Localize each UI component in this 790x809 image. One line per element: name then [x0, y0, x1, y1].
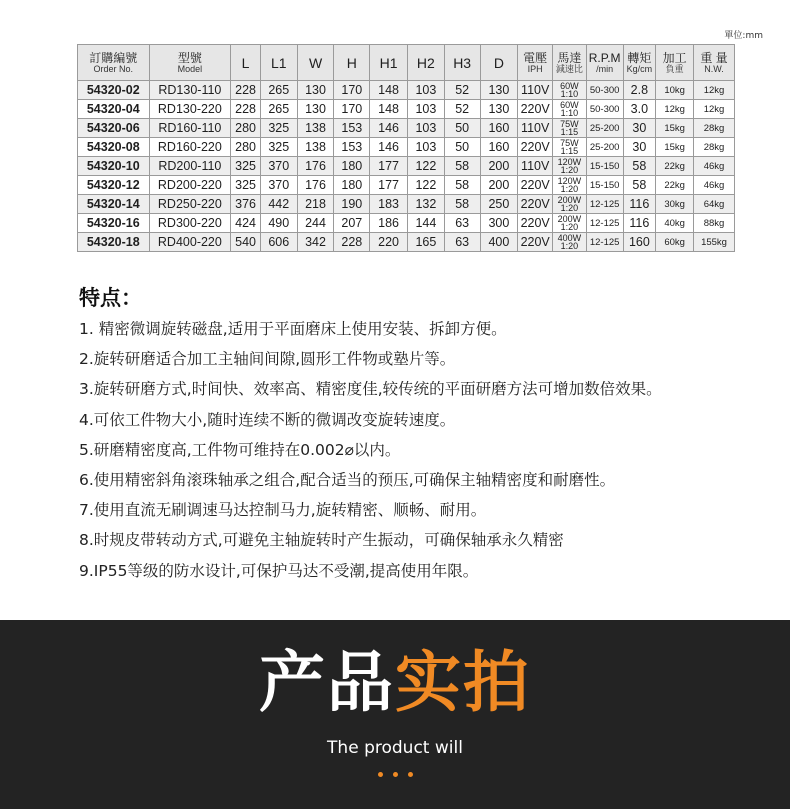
- cell-torque: 58: [623, 157, 656, 176]
- cell-torque: 160: [623, 233, 656, 252]
- cell-l: 228: [231, 81, 261, 100]
- cell-voltage: 110V: [518, 119, 553, 138]
- feature-item: 6.使用精密斜角滚珠轴承之组合,配合适当的预压,可确保主轴精密度和耐磨性。: [79, 470, 616, 489]
- banner-title-orange: 实拍: [395, 644, 531, 721]
- motor-ratio-value: 1:20: [560, 241, 579, 251]
- cell-model: RD160-110: [149, 119, 231, 138]
- cell-voltage: 110V: [518, 157, 553, 176]
- cell-voltage: 220V: [518, 138, 553, 157]
- cell-h: 228: [334, 233, 370, 252]
- cell-nw: 64kg: [694, 195, 735, 214]
- cell-h3: 50: [444, 138, 480, 157]
- feature-item: 2.旋转研磨适合加工主轴间间隙,圆形工件物或塾片等。: [79, 350, 456, 369]
- column-header-sublabel: N.W.: [704, 63, 724, 74]
- cell-h2: 132: [407, 195, 444, 214]
- table-row: [78, 81, 735, 100]
- cell-d: 160: [480, 138, 518, 157]
- cell-h3: 58: [444, 195, 480, 214]
- cell-w: 342: [297, 233, 334, 252]
- motor-ratio-value: 1:10: [560, 89, 579, 99]
- motor-cell: [553, 119, 587, 138]
- motor-cell: [553, 100, 587, 119]
- column-header-label: H2: [416, 54, 435, 71]
- cell-w: 244: [297, 214, 334, 233]
- cell-nw: 28kg: [694, 119, 735, 138]
- banner-title: [0, 643, 790, 723]
- cell-load: 22kg: [656, 157, 694, 176]
- cell-l1: 370: [260, 176, 297, 195]
- cell-w: 138: [297, 119, 334, 138]
- cell-d: 200: [480, 176, 518, 195]
- cell-load: 15kg: [656, 138, 694, 157]
- cell-h2: 165: [407, 233, 444, 252]
- column-header-sublabel: Kg/cm: [626, 63, 653, 74]
- column-header: [480, 45, 518, 81]
- cell-h1: 183: [370, 195, 408, 214]
- cell-torque: 3.0: [623, 100, 656, 119]
- cell-nw: 46kg: [694, 157, 735, 176]
- cell-nw: 155kg: [694, 233, 735, 252]
- cell-model: RD250-220: [149, 195, 231, 214]
- feature-item: 8.时规皮带转动方式,可避免主轴旋转时产生振动，可确保轴承永久精密: [79, 531, 564, 550]
- motor-power-value: 60W: [560, 100, 579, 110]
- cell-voltage: 220V: [518, 176, 553, 195]
- column-header-sublabel: Order No.: [93, 63, 134, 74]
- cell-l1: 265: [260, 81, 297, 100]
- motor-cell: [553, 157, 587, 176]
- column-header: [231, 45, 261, 81]
- spec-table: [77, 44, 735, 252]
- cell-order: 54320-18: [78, 233, 150, 252]
- cell-h: 170: [334, 81, 370, 100]
- dot-icon: [408, 772, 413, 777]
- cell-voltage: 220V: [518, 195, 553, 214]
- motor-cell: [553, 81, 587, 100]
- cell-h2: 144: [407, 214, 444, 233]
- column-header-sublabel: IPH: [527, 63, 543, 74]
- motor-ratio-value: 1:15: [560, 127, 579, 137]
- cell-l: 325: [231, 176, 261, 195]
- motor-ratio-value: 1:20: [560, 165, 579, 175]
- column-header: [656, 45, 694, 81]
- cell-w: 176: [297, 176, 334, 195]
- column-header: [370, 45, 408, 81]
- banner-title-white: 产品: [259, 644, 395, 721]
- motor-ratio-value: 1:15: [560, 146, 579, 156]
- column-header-label: D: [493, 54, 504, 71]
- motor-ratio-value: 1:10: [560, 108, 579, 118]
- cell-torque: 30: [623, 138, 656, 157]
- feature-item: 7.使用直流无刷调速马达控制马力,旋转精密、顺畅、耐用。: [79, 501, 487, 520]
- cell-h3: 63: [444, 214, 480, 233]
- cell-h: 207: [334, 214, 370, 233]
- column-header: [260, 45, 297, 81]
- cell-l: 280: [231, 119, 261, 138]
- cell-torque: 58: [623, 176, 656, 195]
- cell-order: 54320-10: [78, 157, 150, 176]
- features-title: 特点：: [79, 286, 142, 310]
- cell-l1: 442: [260, 195, 297, 214]
- cell-order: 54320-06: [78, 119, 150, 138]
- cell-model: RD200-110: [149, 157, 231, 176]
- motor-power-value: 60W: [560, 81, 579, 91]
- table-row: [78, 138, 735, 157]
- cell-h2: 103: [407, 119, 444, 138]
- column-header-label: L: [241, 54, 250, 71]
- column-header-label: R.P.M: [588, 50, 621, 65]
- cell-h2: 122: [407, 157, 444, 176]
- column-header: [334, 45, 370, 81]
- motor-power-value: 200W: [557, 195, 582, 205]
- cell-rpm: 50-300: [586, 100, 623, 119]
- column-header: [149, 45, 231, 81]
- cell-h3: 63: [444, 233, 480, 252]
- dot-icon: [378, 772, 383, 777]
- column-header-label: 型號: [177, 50, 202, 65]
- cell-rpm: 15-150: [586, 176, 623, 195]
- cell-load: 40kg: [656, 214, 694, 233]
- spec-table-body: [78, 81, 735, 252]
- cell-torque: 116: [623, 195, 656, 214]
- cell-load: 22kg: [656, 176, 694, 195]
- cell-l1: 325: [260, 138, 297, 157]
- motor-cell: [553, 138, 587, 157]
- cell-l: 280: [231, 138, 261, 157]
- column-header-label: 轉矩: [627, 50, 652, 65]
- cell-w: 138: [297, 138, 334, 157]
- cell-torque: 2.8: [623, 81, 656, 100]
- motor-cell: [553, 214, 587, 233]
- cell-l: 325: [231, 157, 261, 176]
- table-row: [78, 214, 735, 233]
- cell-h: 153: [334, 119, 370, 138]
- cell-d: 130: [480, 81, 518, 100]
- cell-h: 170: [334, 100, 370, 119]
- cell-nw: 46kg: [694, 176, 735, 195]
- cell-h: 180: [334, 157, 370, 176]
- feature-item: 5.研磨精密度高,工件物可维持在0.002⌀以内。: [79, 440, 401, 459]
- cell-h: 180: [334, 176, 370, 195]
- cell-h1: 148: [370, 81, 408, 100]
- cell-l1: 606: [260, 233, 297, 252]
- column-header-sublabel: /min: [596, 63, 614, 74]
- dot-icon: [393, 772, 398, 777]
- cell-rpm: 25-200: [586, 138, 623, 157]
- motor-ratio-value: 1:20: [560, 184, 579, 194]
- cell-h: 190: [334, 195, 370, 214]
- column-header-sublabel: 減速比: [555, 63, 583, 74]
- cell-h3: 58: [444, 157, 480, 176]
- cell-h1: 146: [370, 119, 408, 138]
- column-header-label: 重 量: [700, 50, 728, 65]
- cell-load: 60kg: [656, 233, 694, 252]
- cell-model: RD130-110: [149, 81, 231, 100]
- cell-l: 424: [231, 214, 261, 233]
- motor-cell: [553, 195, 587, 214]
- motor-cell: [553, 233, 587, 252]
- column-header-label: 馬達: [557, 50, 582, 65]
- cell-nw: 12kg: [694, 81, 735, 100]
- cell-h1: 186: [370, 214, 408, 233]
- cell-rpm: 12-125: [586, 233, 623, 252]
- cell-nw: 12kg: [694, 100, 735, 119]
- cell-h1: 220: [370, 233, 408, 252]
- cell-l1: 370: [260, 157, 297, 176]
- cell-d: 300: [480, 214, 518, 233]
- cell-order: 54320-16: [78, 214, 150, 233]
- cell-model: RD300-220: [149, 214, 231, 233]
- cell-h1: 146: [370, 138, 408, 157]
- cell-h3: 52: [444, 81, 480, 100]
- cell-model: RD400-220: [149, 233, 231, 252]
- column-header-label: H3: [453, 54, 472, 71]
- table-row: [78, 100, 735, 119]
- cell-model: RD160-220: [149, 138, 231, 157]
- cell-h2: 122: [407, 176, 444, 195]
- spec-table-header: [78, 45, 735, 81]
- cell-w: 130: [297, 81, 334, 100]
- cell-l1: 490: [260, 214, 297, 233]
- cell-d: 200: [480, 157, 518, 176]
- cell-rpm: 12-125: [586, 214, 623, 233]
- motor-power-value: 400W: [557, 233, 582, 243]
- cell-h3: 50: [444, 119, 480, 138]
- cell-w: 218: [297, 195, 334, 214]
- column-header: [297, 45, 334, 81]
- banner-subtitle: The product will: [327, 738, 463, 758]
- column-header: [623, 45, 656, 81]
- cell-l: 540: [231, 233, 261, 252]
- motor-power-value: 120W: [557, 157, 582, 167]
- column-header: [444, 45, 480, 81]
- cell-h1: 177: [370, 176, 408, 195]
- table-row: [78, 119, 735, 138]
- cell-w: 130: [297, 100, 334, 119]
- cell-nw: 28kg: [694, 138, 735, 157]
- cell-load: 12kg: [656, 100, 694, 119]
- cell-order: 54320-04: [78, 100, 150, 119]
- column-header-label: 電壓: [523, 50, 548, 65]
- cell-l1: 325: [260, 119, 297, 138]
- cell-model: RD200-220: [149, 176, 231, 195]
- cell-w: 176: [297, 157, 334, 176]
- motor-power-value: 75W: [560, 119, 579, 129]
- motor-power-value: 75W: [560, 138, 579, 148]
- cell-load: 30kg: [656, 195, 694, 214]
- cell-l: 228: [231, 100, 261, 119]
- column-header-label: L1: [270, 54, 287, 71]
- cell-rpm: 50-300: [586, 81, 623, 100]
- cell-model: RD130-220: [149, 100, 231, 119]
- column-header-label: W: [308, 54, 323, 71]
- column-header: [407, 45, 444, 81]
- column-header-label: H1: [379, 54, 398, 71]
- cell-h3: 58: [444, 176, 480, 195]
- cell-d: 250: [480, 195, 518, 214]
- cell-voltage: 220V: [518, 214, 553, 233]
- column-header: [78, 45, 150, 81]
- feature-item: 1. 精密微调旋转磁盘,适用于平面磨床上使用安装、拆卸方便。: [79, 320, 507, 338]
- cell-l: 376: [231, 195, 261, 214]
- table-row: [78, 157, 735, 176]
- cell-torque: 116: [623, 214, 656, 233]
- cell-h1: 177: [370, 157, 408, 176]
- cell-voltage: 220V: [518, 233, 553, 252]
- features-list: [79, 314, 779, 586]
- motor-cell: [553, 176, 587, 195]
- column-header-sublabel: Model: [177, 63, 203, 74]
- cell-voltage: 220V: [518, 100, 553, 119]
- feature-item: 4.可依工件物大小,随时连续不断的微调改变旋转速度。: [79, 410, 456, 429]
- cell-order: 54320-08: [78, 138, 150, 157]
- motor-power-value: 120W: [557, 176, 582, 186]
- cell-rpm: 15-150: [586, 157, 623, 176]
- motor-ratio-value: 1:20: [560, 222, 579, 232]
- banner-dots: [0, 772, 790, 777]
- cell-h2: 103: [407, 138, 444, 157]
- cell-torque: 30: [623, 119, 656, 138]
- column-header-label: H: [346, 54, 357, 71]
- cell-d: 400: [480, 233, 518, 252]
- cell-h: 153: [334, 138, 370, 157]
- cell-l1: 265: [260, 100, 297, 119]
- cell-h2: 103: [407, 100, 444, 119]
- cell-order: 54320-12: [78, 176, 150, 195]
- motor-power-value: 200W: [557, 214, 582, 224]
- cell-h3: 52: [444, 100, 480, 119]
- cell-h2: 103: [407, 81, 444, 100]
- column-header-sublabel: 負重: [665, 63, 684, 74]
- cell-load: 15kg: [656, 119, 694, 138]
- table-row: [78, 176, 735, 195]
- column-header: [694, 45, 735, 81]
- cell-voltage: 110V: [518, 81, 553, 100]
- feature-item: 3.旋转研磨方式,时间快、效率高、精密度佳,较传统的平面研磨方法可增加数倍效果。: [79, 380, 662, 399]
- cell-load: 10kg: [656, 81, 694, 100]
- cell-rpm: 25-200: [586, 119, 623, 138]
- cell-order: 54320-14: [78, 195, 150, 214]
- table-row: [78, 233, 735, 252]
- cell-nw: 88kg: [694, 214, 735, 233]
- column-header: [518, 45, 553, 81]
- cell-d: 160: [480, 119, 518, 138]
- unit-note: 單位:mm: [724, 31, 763, 41]
- column-header-label: 訂購編號: [89, 50, 138, 65]
- column-header: [586, 45, 623, 81]
- feature-item: 9.IP55等级的防水设计,可保护马达不受潮,提高使用年限。: [79, 561, 479, 580]
- table-row: [78, 195, 735, 214]
- motor-ratio-value: 1:20: [560, 203, 579, 213]
- column-header-label: 加工: [662, 50, 687, 65]
- cell-rpm: 12-125: [586, 195, 623, 214]
- cell-order: 54320-02: [78, 81, 150, 100]
- cell-h1: 148: [370, 100, 408, 119]
- column-header: [553, 45, 587, 81]
- cell-d: 130: [480, 100, 518, 119]
